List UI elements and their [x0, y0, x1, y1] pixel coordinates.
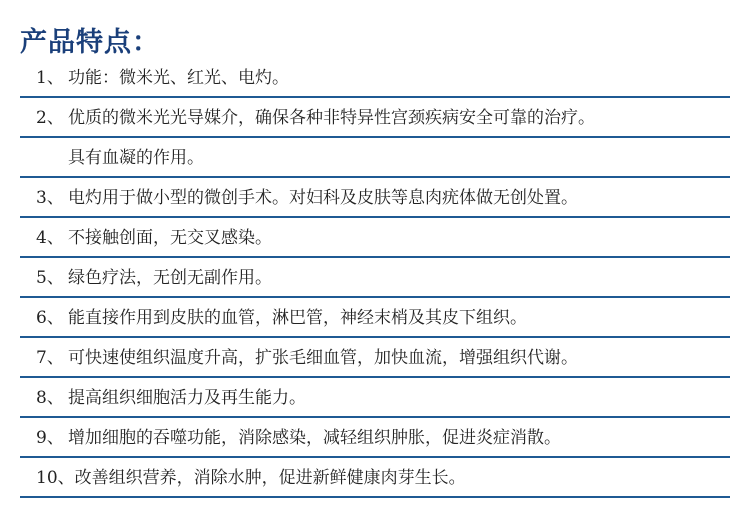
item-text: 能直接作用到皮肤的血管，淋巴管，神经末梢及其皮下组织。: [68, 308, 527, 328]
item-number: 4、: [36, 228, 64, 248]
feature-list: [20, 58, 730, 498]
feature-item-5: [20, 258, 730, 298]
item-number: 2、: [36, 108, 64, 128]
item-number: 1、: [36, 68, 64, 88]
item-number: 8、: [36, 388, 64, 408]
item-text: 绿色疗法，无创无副作用。: [68, 268, 272, 288]
feature-item-2-continued: [20, 138, 730, 178]
feature-item-6: [20, 298, 730, 338]
item-text: 提高组织细胞活力及再生能力。: [68, 388, 306, 408]
item-text: 可快速使组织温度升高，扩张毛细血管，加快血流，增强组织代谢。: [68, 348, 578, 368]
item-text: 具有血凝的作用。: [68, 148, 204, 168]
item-number: 7、: [36, 348, 64, 368]
item-text: 增加细胞的吞噬功能，消除感染，减轻组织肿胀，促进炎症消散。: [68, 428, 561, 448]
feature-item-7: [20, 338, 730, 378]
feature-item-9: [20, 418, 730, 458]
item-text: 不接触创面，无交叉感染。: [68, 228, 272, 248]
feature-item-3: [20, 178, 730, 218]
item-number: 10、: [36, 468, 75, 488]
feature-item-1: [20, 58, 730, 98]
item-number: 3、: [36, 188, 64, 208]
item-text: 电灼用于做小型的微创手术。对妇科及皮肤等息肉疣体做无创处置。: [68, 188, 578, 208]
item-text: 功能：微米光、红光、电灼。: [68, 68, 289, 88]
item-text: 改善组织营养，消除水肿，促进新鲜健康肉芽生长。: [74, 468, 466, 488]
feature-item-10: [20, 458, 730, 498]
item-number: 5、: [36, 268, 64, 288]
item-number: 9、: [36, 428, 64, 448]
item-text: 优质的微米光光导媒介，确保各种非特异性宫颈疾病安全可靠的治疗。: [68, 108, 595, 128]
page-title: 产品特点：: [20, 27, 160, 58]
feature-item-4: [20, 218, 730, 258]
feature-item-2: [20, 98, 730, 138]
feature-item-8: [20, 378, 730, 418]
item-number: 6、: [36, 308, 64, 328]
